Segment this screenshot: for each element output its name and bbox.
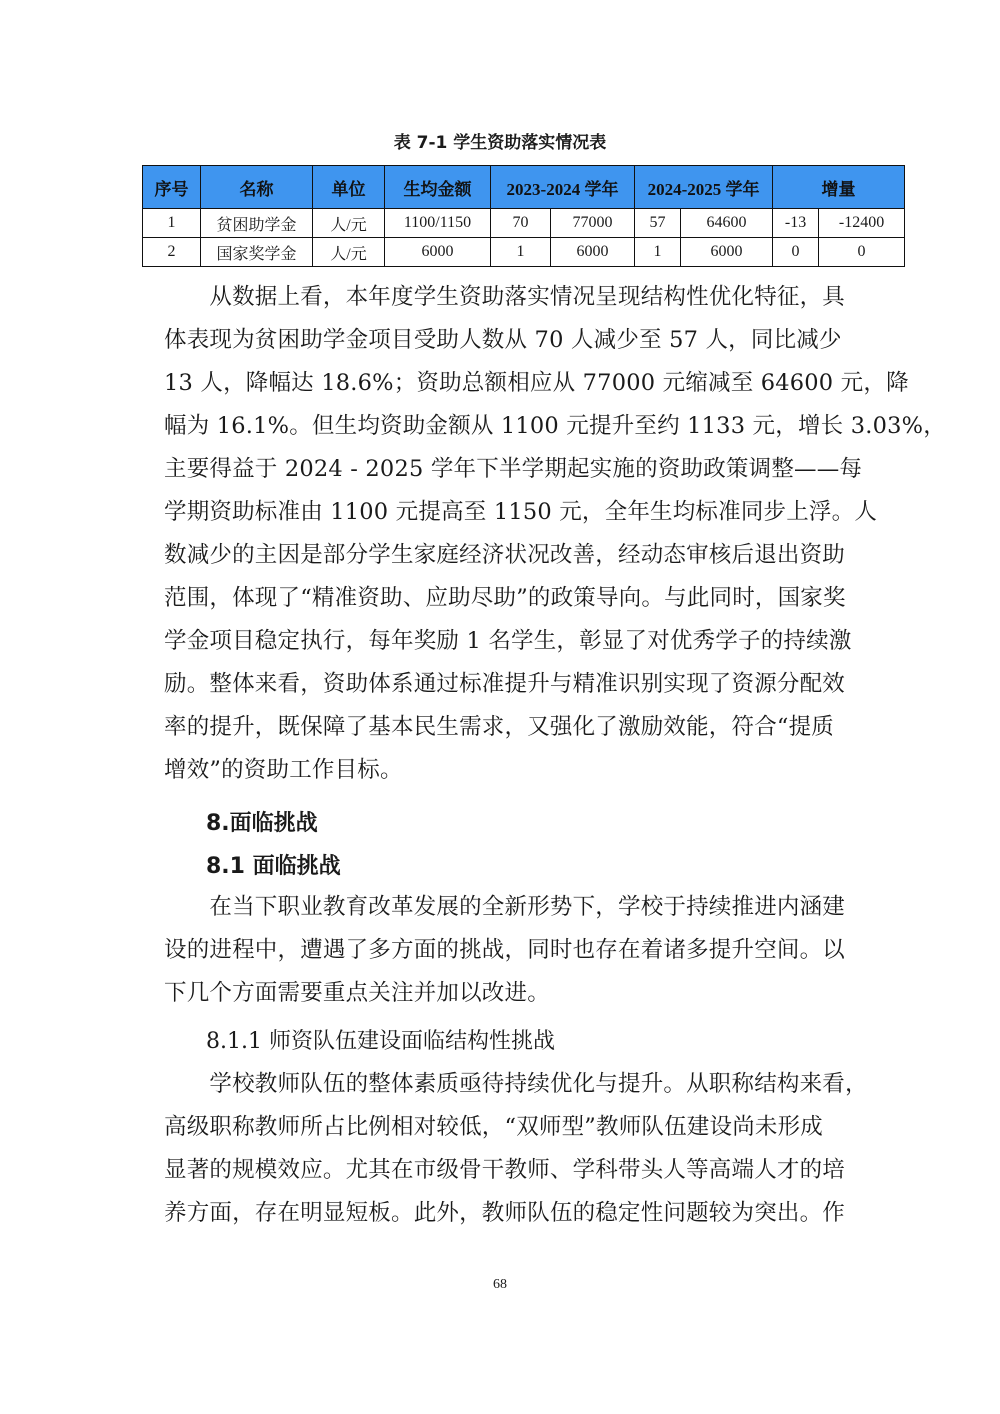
table-cell: 2 bbox=[143, 238, 201, 267]
paragraph-line: 从数据上看，本年度学生资助落实情况呈现结构性优化特征，具 bbox=[164, 284, 846, 310]
header-cell: 2023-2024 学年 bbox=[491, 166, 635, 209]
table-cell: 64600 bbox=[681, 209, 773, 238]
faculty-paragraph bbox=[164, 1063, 868, 1235]
paragraph-line: 显著的规模效应。尤其在市级骨干教师、学科带头人等高端人才的培 bbox=[164, 1157, 846, 1183]
paragraph-line: 养方面，存在明显短板。此外，教师队伍的稳定性问题较为突出。作 bbox=[164, 1200, 846, 1226]
table-cell: 0 bbox=[773, 238, 819, 267]
table-cell: 70 bbox=[491, 209, 551, 238]
paragraph-line: 高级职称教师所占比例相对较低，“双师型”教师队伍建设尚未形成 bbox=[164, 1114, 824, 1140]
header-cell: 名称 bbox=[201, 166, 313, 209]
header-cell: 增量 bbox=[773, 166, 905, 209]
student-aid-table bbox=[142, 165, 905, 267]
table-cell: 77000 bbox=[551, 209, 635, 238]
paragraph-line: 13 人，降幅达 18.6%；资助总额相应从 77000 元缩减至 64600 元，降 bbox=[164, 370, 909, 396]
table-cell: 1 bbox=[635, 238, 681, 267]
paragraph-line: 数减少的主因是部分学生家庭经济状况改善，经动态审核后退出资助 bbox=[164, 542, 846, 568]
paragraph-line: 增效”的资助工作目标。 bbox=[164, 757, 403, 783]
paragraph-line: 下几个方面需要重点关注并加以改进。 bbox=[164, 980, 550, 1006]
table-cell: -12400 bbox=[819, 209, 905, 238]
table-cell: 57 bbox=[635, 209, 681, 238]
paragraph-line: 体表现为贫困助学金项目受助人数从 70 人减少至 57 人，同比减少 bbox=[164, 327, 842, 353]
table-cell: 人/元 bbox=[313, 209, 385, 238]
table-row bbox=[143, 238, 905, 267]
table-cell: 6000 bbox=[551, 238, 635, 267]
challenge-intro-paragraph bbox=[164, 886, 864, 1015]
table-cell: 1 bbox=[143, 209, 201, 238]
table-row bbox=[143, 209, 905, 238]
table-caption: 表 7-1 学生资助落实情况表 bbox=[393, 133, 607, 153]
table-cell: 人/元 bbox=[313, 238, 385, 267]
table-cell: 1100/1150 bbox=[385, 209, 491, 238]
paragraph-line: 学金项目稳定执行，每年奖励 1 名学生，彰显了对优秀学子的持续激 bbox=[164, 628, 852, 654]
paragraph-line: 学期资助标准由 1100 元提高至 1150 元，全年生均标准同步上浮。人 bbox=[164, 499, 878, 525]
table-cell: 国家奖学金 bbox=[201, 238, 313, 267]
table-cell: 6000 bbox=[385, 238, 491, 267]
header-cell: 2024-2025 学年 bbox=[635, 166, 773, 209]
subsection-heading: 8.1 面临挑战 bbox=[206, 854, 341, 879]
section-heading: 8.面临挑战 bbox=[206, 811, 318, 836]
table-cell: 1 bbox=[491, 238, 551, 267]
page-number: 68 bbox=[493, 1277, 507, 1292]
paragraph-line: 设的进程中，遭遇了多方面的挑战，同时也存在着诸多提升空间。以 bbox=[164, 937, 846, 963]
paragraph-line: 率的提升，既保障了基本民生需求，又强化了激励效能，符合“提质 bbox=[164, 714, 835, 740]
table-cell: 0 bbox=[819, 238, 905, 267]
header-cell: 单位 bbox=[313, 166, 385, 209]
paragraph-line: 在当下职业教育改革发展的全新形势下，学校于持续推进内涵建 bbox=[164, 894, 846, 920]
table-header-row bbox=[143, 166, 905, 209]
table-cell: 6000 bbox=[681, 238, 773, 267]
paragraph-line: 学校教师队伍的整体素质亟待持续优化与提升。从职称结构来看， bbox=[164, 1071, 868, 1097]
paragraph-line: 幅为 16.1%。但生均资助金额从 1100 元提升至约 1133 元，增长 3.03%， bbox=[164, 413, 946, 439]
paragraph-line: 励。整体来看，资助体系通过标准提升与精准识别实现了资源分配效 bbox=[164, 671, 846, 697]
paragraph-line: 主要得益于 2024 - 2025 学年下半学期起实施的资助政策调整——每 bbox=[164, 456, 863, 482]
table-cell: -13 bbox=[773, 209, 819, 238]
table-cell: 贫困助学金 bbox=[201, 209, 313, 238]
header-cell: 序号 bbox=[143, 166, 201, 209]
header-cell: 生均金额 bbox=[385, 166, 491, 209]
subsubsection-heading: 8.1.1 师资队伍建设面临结构性挑战 bbox=[206, 1029, 555, 1054]
analysis-paragraph bbox=[164, 276, 946, 792]
paragraph-line: 范围，体现了“精准资助、应助尽助”的政策导向。与此同时，国家奖 bbox=[164, 585, 846, 611]
